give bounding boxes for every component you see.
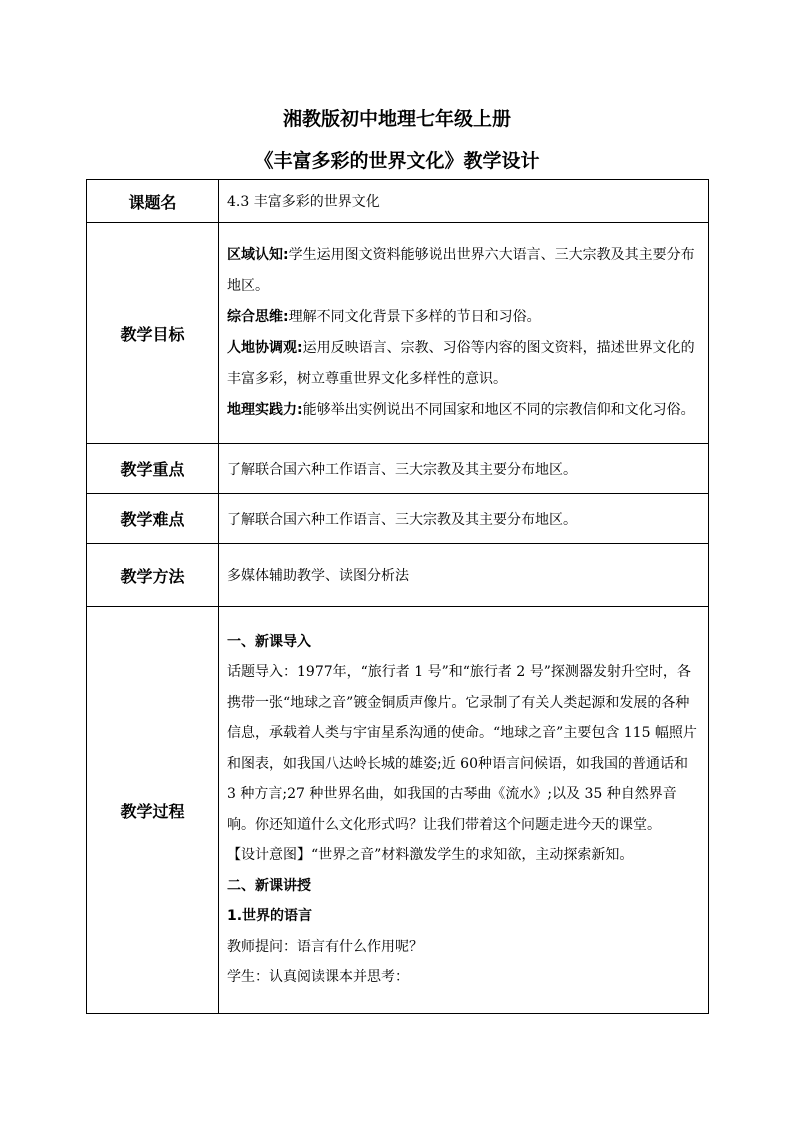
goal-heading: 地理实践力: [227,402,303,418]
goal-item [227,333,701,395]
process-content [219,607,709,1014]
section-heading: 一、新课导入 [227,633,311,650]
goal-text: 理解不同文化背景下多样的节日和习俗。 [288,309,541,325]
methods-label: 教学方法 [87,544,219,607]
document-subtitle: 《丰富多彩的世界文化》教学设计 [254,150,540,172]
goals-label: 教学目标 [87,223,219,444]
difficulties-label: 教学难点 [87,494,219,544]
goal-text: 运用反映语言、宗教、习俗等内容的图文资料，描述世界文化的丰富多彩，树立尊重世界文化多样性的意识。 [227,340,695,387]
topic-value: 4.3 丰富多彩的世界文化 [219,180,709,223]
row-process [87,607,709,1014]
document-title: 湘教版初中地理七年级上册 [282,108,511,130]
key-points-value: 了解联合国六种工作语言、三大宗教及其主要分布地区。 [219,444,709,494]
goal-item [227,395,701,426]
row-goals [87,223,709,444]
subsection-heading: 1.世界的语言 [227,908,313,924]
process-label: 教学过程 [87,607,219,1014]
goal-heading: 综合思维: [227,309,289,325]
key-points-label: 教学重点 [87,444,219,494]
student-action: 学生：认真阅读课本并思考： [227,969,409,985]
goal-text: 能够举出实例说出不同国家和地区不同的宗教信仰和文化习俗。 [302,402,695,418]
design-intent: 【设计意图】“世界之音”材料激发学生的求知欲，主动探索新知。 [227,847,634,863]
teacher-question: 教师提问：语言有什么作用呢？ [227,938,423,955]
difficulties-value: 了解联合国六种工作语言、三大宗教及其主要分布地区。 [219,494,709,544]
goal-text: 学生运用图文资料能够说出世界六大语言、三大宗教及其主要分布地区。 [227,247,695,294]
goal-heading: 区域认知: [227,247,289,263]
section-heading: 二、新课讲授 [227,877,311,894]
goal-item [227,302,701,333]
row-topic [87,180,709,223]
goal-item [227,240,701,302]
goals-content [219,223,709,444]
goal-heading: 人地协调观: [227,340,303,356]
row-difficulties [87,494,709,544]
lesson-plan-table [86,179,709,1014]
row-key-points [87,444,709,494]
row-methods [87,544,709,607]
methods-value: 多媒体辅助教学、读图分析法 [219,544,709,607]
intro-paragraph: 话题导入：1977年，“旅行者 1 号”和“旅行者 2 号”探测器发射升空时，各携带一张“地球之音”镀金铜质声像片。它录制了有关人类起源和发展的各种信息，承载着人类与宇宙星系沟通的使命。“地球之音”主要包含 115 幅照片和图表，如我国八达岭长城的雄姿;近 60种语言问候语，如我国的普通话和 3 种方言;27 种世界名曲，如我国的古琴曲《流水》;以及 35 种自然界音响。你还知道什么文化形式吗？让我们带着这个问题走进今天的课堂。 [227,664,697,833]
topic-label: 课题名 [87,180,219,223]
